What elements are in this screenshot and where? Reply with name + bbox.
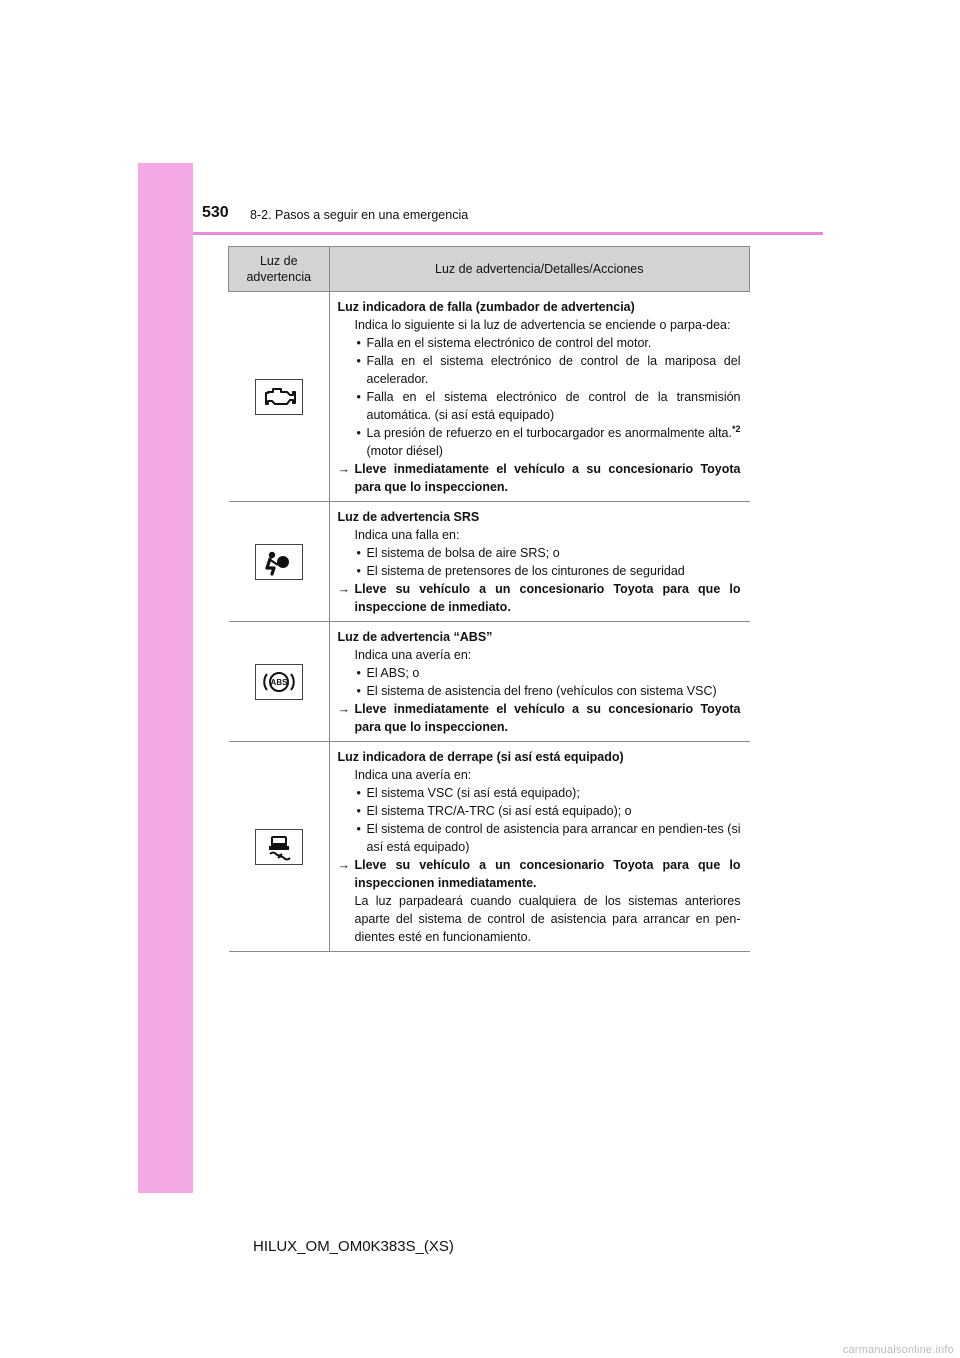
row-intro: Indica una falla en: xyxy=(354,528,460,542)
bullet-text: La presión de refuerzo en el turbocargador es anormalmente alta. xyxy=(366,426,732,440)
footer-doc-code: HILUX_OM_OM0K383S_(XS) xyxy=(253,1238,454,1255)
row-action: → Lleve inmediatamente el vehículo a su concesionario Toyota para que lo inspeccionen. xyxy=(338,700,741,736)
table-row xyxy=(229,622,750,742)
icon-cell xyxy=(229,622,330,742)
row-action: → Lleve inmediatamente el vehículo a su concesionario Toyota para que lo inspeccionen. xyxy=(338,460,741,496)
bullet-item xyxy=(338,424,741,460)
table-row xyxy=(229,292,750,502)
row-action: → Lleve su vehículo a un concesionario Toyota para que lo inspeccionen inmediatamente. xyxy=(338,856,741,892)
header-rule xyxy=(193,232,823,235)
table-row xyxy=(229,742,750,952)
bullet-item: • El sistema TRC/A-TRC (si así está equipado); o xyxy=(338,802,741,820)
srs-airbag-icon xyxy=(255,544,303,580)
bullet-item: • Falla en el sistema electrónico de control del motor. xyxy=(338,334,741,352)
bullet-item: • Falla en el sistema electrónico de control de la transmisión automática. (si así está equipado) xyxy=(338,388,741,424)
column-header-details: Luz de advertencia/Detalles/Acciones xyxy=(329,247,750,292)
row-title: Luz indicadora de derrape (si así está equipado) xyxy=(337,750,624,764)
footnote-ref: *2 xyxy=(731,423,741,434)
abs-icon-label: ABS xyxy=(270,677,287,687)
row-intro: Indica lo siguiente si la luz de advertencia se enciende o parpa-dea: xyxy=(354,318,731,332)
table-row xyxy=(229,502,750,622)
row-title: Luz de advertencia “ABS” xyxy=(337,630,493,644)
bullet-item: • El ABS; o xyxy=(338,664,741,682)
section-title: 8-2. Pasos a seguir en una emergencia xyxy=(250,208,469,222)
slip-indicator-icon xyxy=(255,829,303,865)
bullet-suffix: (motor diésel) xyxy=(366,444,443,458)
row-intro: Indica una avería en: xyxy=(354,648,472,662)
warning-lights-table xyxy=(228,246,750,952)
icon-cell xyxy=(229,742,330,952)
bullet-item: • El sistema de pretensores de los cinturones de seguridad xyxy=(338,562,741,580)
side-tab-strip xyxy=(138,163,193,1193)
row-note: La luz parpadeará cuando cualquiera de los sistemas anteriores aparte del sistema de control de asistencia para arrancar en pen-dientes esté en funcionamiento. xyxy=(354,894,741,944)
bullet-item: • Falla en el sistema electrónico de control de la mariposa del acelerador. xyxy=(338,352,741,388)
row-intro: Indica una avería en: xyxy=(354,768,472,782)
icon-cell xyxy=(229,292,330,502)
column-header-light: Luz de advertencia xyxy=(229,247,330,292)
row-title: Luz de advertencia SRS xyxy=(337,510,480,524)
row-action: → Lleve su vehículo a un concesionario Toyota para que lo inspeccione de inmediato. xyxy=(338,580,741,616)
abs-icon xyxy=(255,664,303,700)
bullet-item: • El sistema de control de asistencia para arrancar en pendien-tes (si así está equipado) xyxy=(338,820,741,856)
page-number: 530 xyxy=(202,204,229,221)
bullet-item: • El sistema VSC (si así está equipado); xyxy=(338,784,741,802)
row-title: Luz indicadora de falla (zumbador de advertencia) xyxy=(337,300,635,314)
watermark: carmanualsonline.info xyxy=(842,1344,954,1356)
check-engine-icon xyxy=(255,379,303,415)
bullet-item: • El sistema de asistencia del freno (vehículos con sistema VSC) xyxy=(338,682,741,700)
bullet-item: • El sistema de bolsa de aire SRS; o xyxy=(338,544,741,562)
table-header-row xyxy=(229,247,750,292)
icon-cell xyxy=(229,502,330,622)
